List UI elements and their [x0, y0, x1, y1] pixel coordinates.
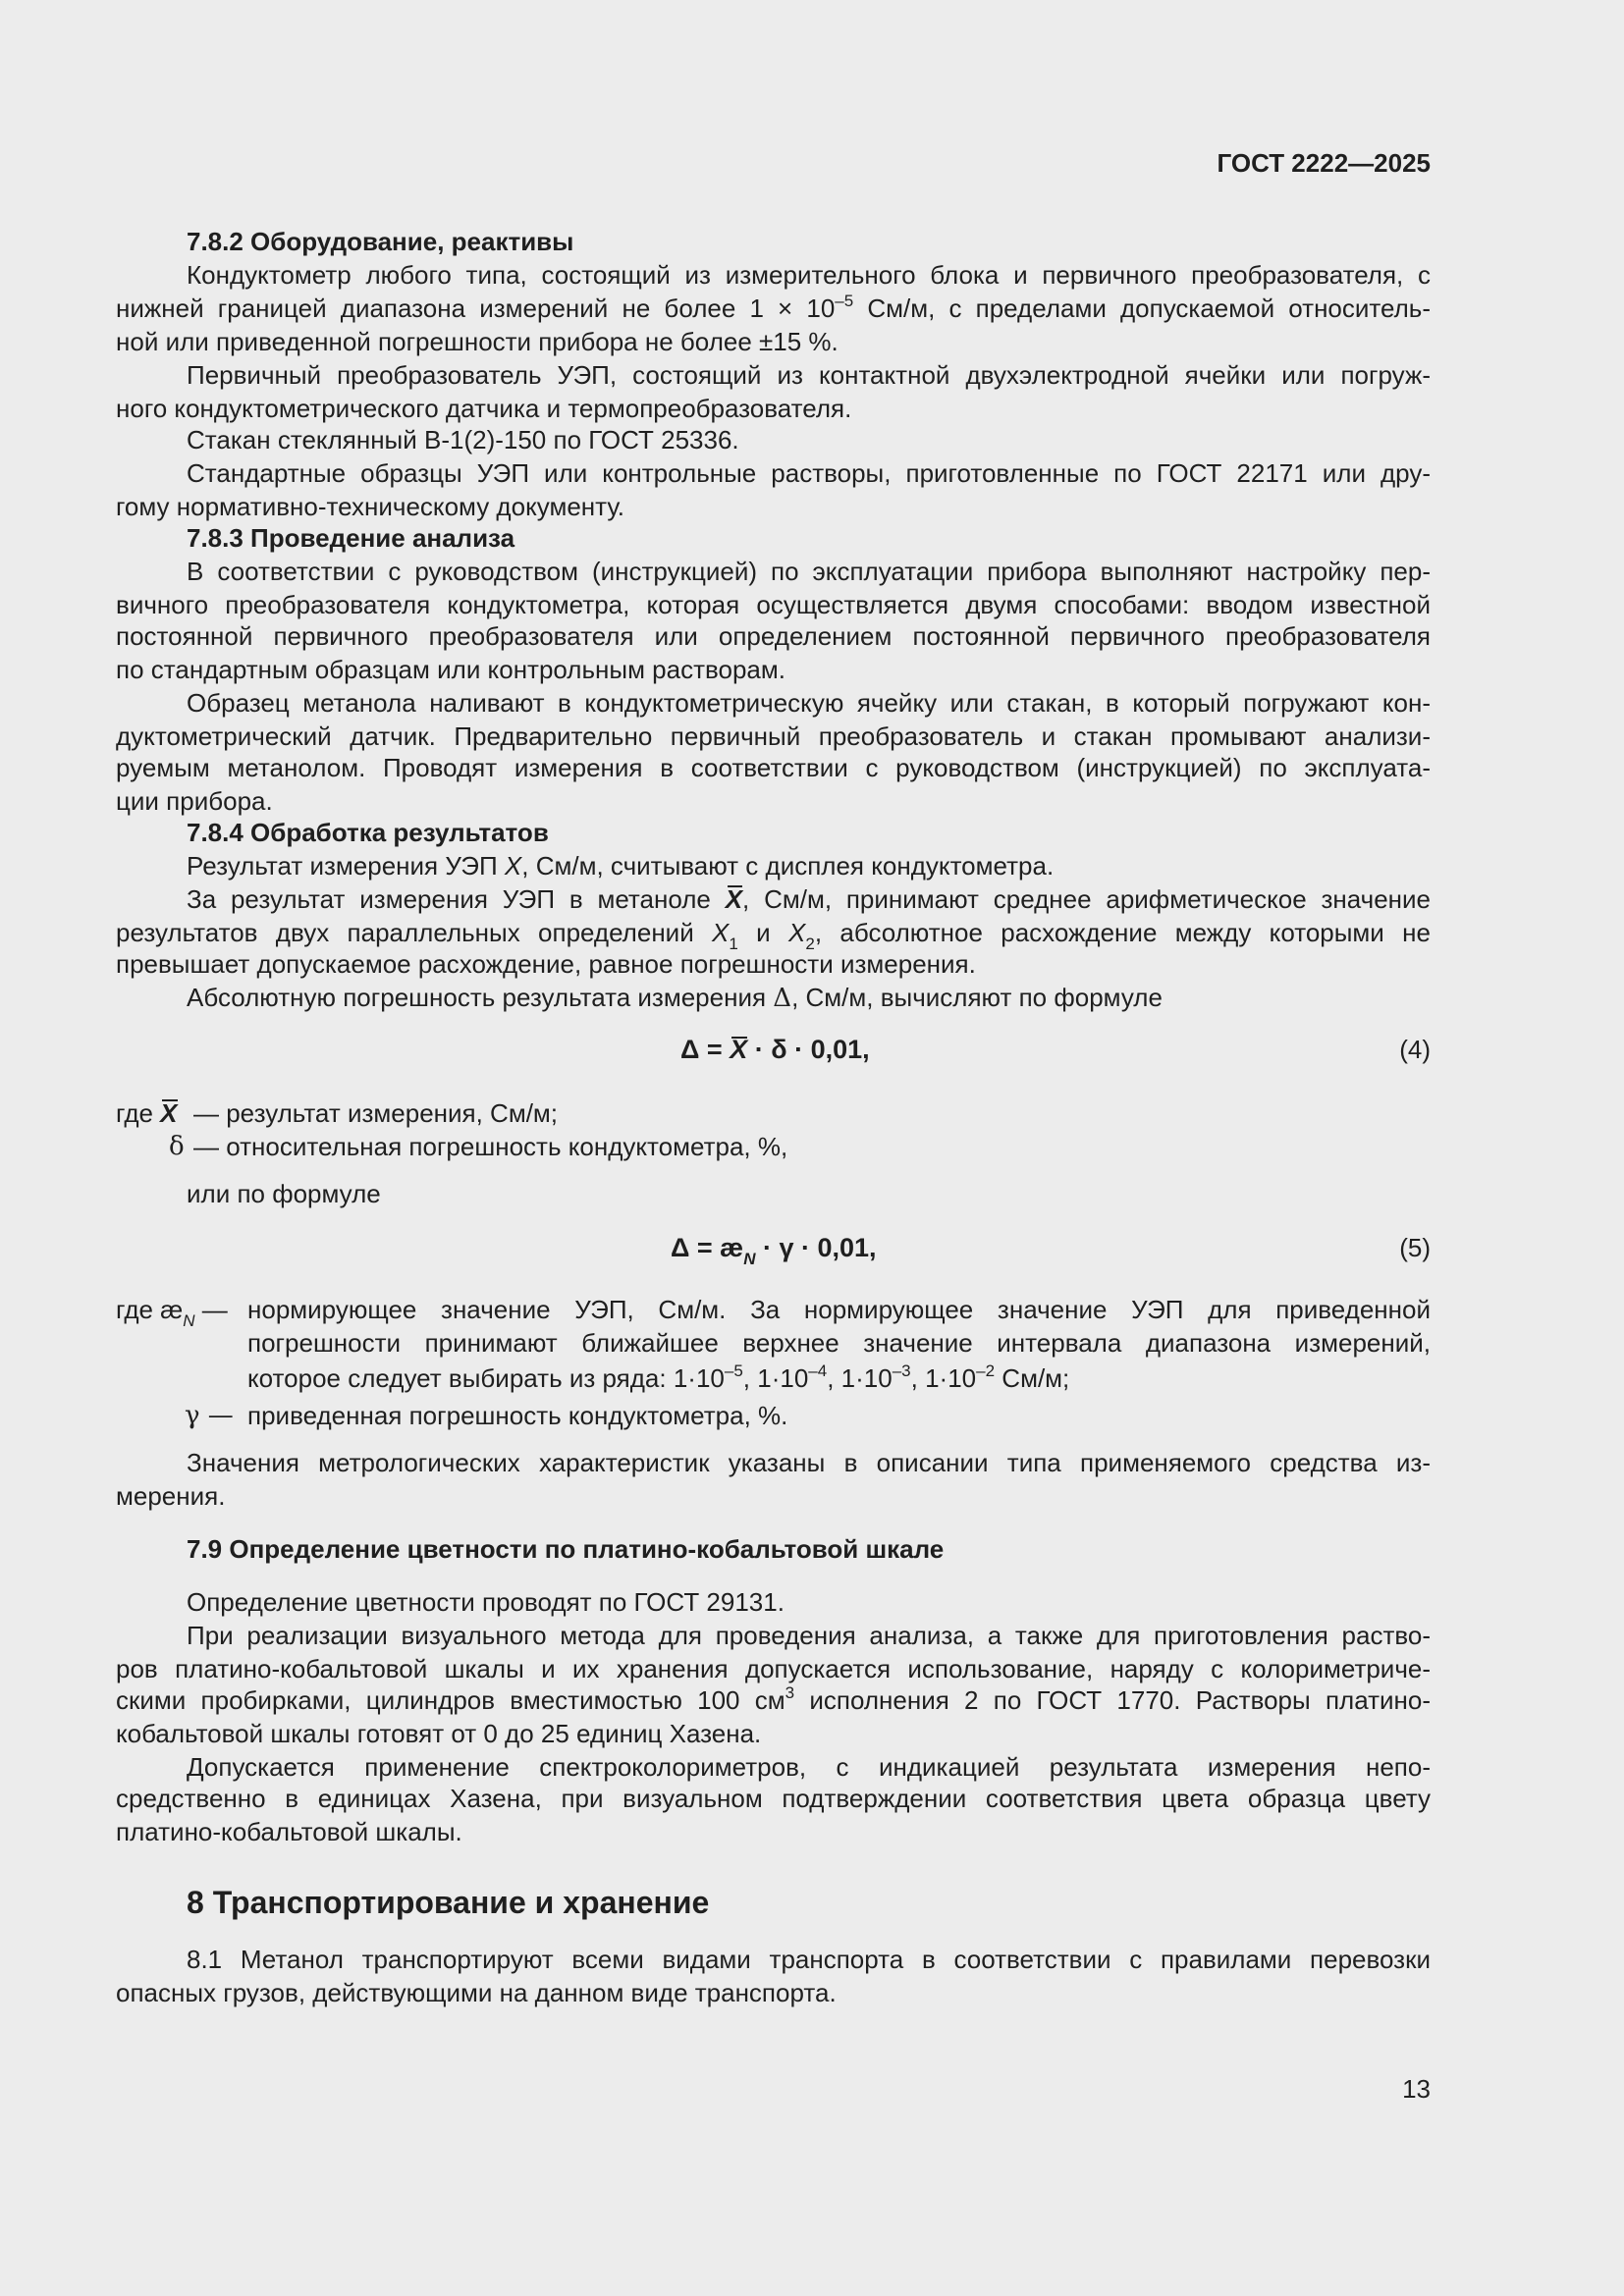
section-heading-8: 8 Транспортирование и хранение	[187, 1885, 710, 1920]
formula-5: $\Delta = æ_N \cdot \gamma \cdot 0,01$,	[671, 1233, 877, 1268]
where-line: где $æ_N$ —	[116, 1295, 228, 1330]
paragraph-line: Образец метанола наливают в кондуктометрическую ячейку или стакан, в который погружают кон-	[187, 688, 1431, 718]
paragraph-line: В соответствии с руководством (инструкцией) по эксплуатации прибора выполняют настройку пер-	[187, 557, 1431, 586]
where-definition: — относительная погрешность кондуктометра, %,	[193, 1132, 788, 1161]
paragraph-line: За результат измерения УЭП в метаноле X, См/м, принимают среднее арифметическое значение	[187, 884, 1432, 914]
paragraph-line: Значения метрологических характеристик указаны в описании типа применяемого средства из-	[187, 1448, 1431, 1477]
paragraph-line: кобальтовой шкалы готовят от 0 до 25 единиц Хазена.	[116, 1719, 762, 1748]
paragraph-line: опасных грузов, действующими на данном виде транспорта.	[116, 1978, 837, 2007]
paragraph-line: гому нормативно-техническому документу.	[116, 492, 624, 521]
paragraph-line: средственно в единицах Хазена, при визуальном подтверждении соответствия цвета образца цвету	[116, 1784, 1431, 1813]
paragraph-line: по стандартным образцам или контрольным растворам.	[116, 655, 785, 684]
paragraph-line: результатов двух параллельных определений $X_1$ и $X_2$, абсолютное расхождение между которыми не	[116, 918, 1431, 953]
paragraph-line: мерения.	[116, 1481, 226, 1511]
paragraph-line: ного кондуктометрического датчика и термопреобразователя.	[116, 394, 852, 423]
paragraph-line: постоянной первичного преобразователя или определением постоянной первичного преобразователя	[116, 621, 1431, 651]
paragraph-line: вичного преобразователя кондуктометра, которая осуществляется двумя способами: вводом известной	[116, 590, 1431, 619]
paragraph-line: дуктометрический датчик. Предварительно первичный преобразователь и стакан промывают анализи-	[116, 721, 1431, 751]
where-definition: которое следует выбирать из ряда: $1\cdot 10^{-5}$, $1\cdot 10^{-4}$, $1\cdot 10^{-3}$, $1\cdot 10^{-2}$ См/м;	[247, 1362, 1070, 1393]
equation-number: (4)	[1399, 1035, 1431, 1064]
where-symbol: γ —	[185, 1401, 234, 1430]
paragraph-line: Результат измерения УЭП X, См/м, считывают с дисплея кондуктометра.	[187, 851, 1055, 881]
where-definition: погрешности принимают ближайшее верхнее значение интервала диапазона измерений,	[247, 1328, 1431, 1358]
paragraph-line: ров платино-кобальтовой шкалы и их хранения допускается использование, наряду с колориметриче-	[116, 1654, 1431, 1683]
paragraph-line: Абсолютную погрешность результата измерения Δ, См/м, вычисляют по формуле	[187, 983, 1163, 1013]
paragraph-line: руемым метанолом. Проводят измерения в соответствии с руководством (инструкцией) по эксплуата-	[116, 753, 1431, 782]
equation-number: (5)	[1399, 1233, 1431, 1262]
paragraph-line: 8.1 Метанол транспортируют всеми видами транспорта в соответствии с правилами перевозки	[187, 1945, 1431, 1974]
paragraph-line: При реализации визуального метода для проведения анализа, а также для приготовления раство-	[187, 1621, 1431, 1650]
paragraph-line: ной или приведенной погрешности прибора не более ±15 %.	[116, 327, 839, 356]
paragraph-line: Стандартные образцы УЭП или контрольные растворы, приготовленные по ГОСТ 22171 или дру-	[187, 458, 1431, 488]
paragraph-line: нижней границей диапазона измерений не более $1 \times 10^{-5}$ См/м, с пределами допускаемой относитель-	[116, 292, 1431, 323]
document-header: ГОСТ 2222—2025	[1217, 148, 1431, 178]
where-definition: нормирующее значение УЭП, См/м. За нормирующее значение УЭП для приведенной	[247, 1295, 1431, 1324]
paragraph-line: или по формуле	[187, 1179, 381, 1208]
paragraph-line: Первичный преобразователь УЭП, состоящий из контактной двухэлектродной ячейки или погруж-	[187, 360, 1431, 390]
where-definition: — результат измерения, См/м;	[193, 1098, 559, 1128]
paragraph-line: платино-кобальтовой шкалы.	[116, 1817, 462, 1846]
paragraph-line: превышает допускаемое расхождение, равное погрешности измерения.	[116, 949, 976, 979]
paragraph-line: Кондуктометр любого типа, состоящий из измерительного блока и первичного преобразователя, с	[187, 260, 1431, 290]
where-symbol: δ	[169, 1132, 185, 1161]
paragraph-line: Определение цветности проводят по ГОСТ 29131.	[187, 1587, 785, 1617]
section-heading-7-8-3: 7.8.3 Проведение анализа	[187, 523, 515, 553]
where-definition: приведенная погрешность кондуктометра, %.	[247, 1401, 788, 1430]
paragraph-line: Стакан стеклянный В-1(2)-150 по ГОСТ 25336.	[187, 425, 739, 454]
section-heading-7-8-4: 7.8.4 Обработка результатов	[187, 818, 549, 847]
section-heading-7-9: 7.9 Определение цветности по платино-кобальтовой шкале	[187, 1534, 945, 1564]
paragraph-line: ции прибора.	[116, 786, 273, 816]
paragraph-line: скими пробирками, цилиндров вместимостью 100 $см^3$ исполнения 2 по ГОСТ 1770. Растворы платино-	[116, 1683, 1431, 1715]
section-heading-7-8-2: 7.8.2 Оборудование, реактивы	[187, 227, 574, 256]
page-number: 13	[1402, 2074, 1431, 2104]
where-line: где X	[116, 1098, 178, 1128]
mean-x-symbol: X	[725, 884, 743, 914]
paragraph-line: Допускается применение спектроколориметров, с индикацией результата измерения непо-	[187, 1752, 1431, 1782]
formula-4: Δ = X · δ · 0,01,	[680, 1035, 870, 1064]
